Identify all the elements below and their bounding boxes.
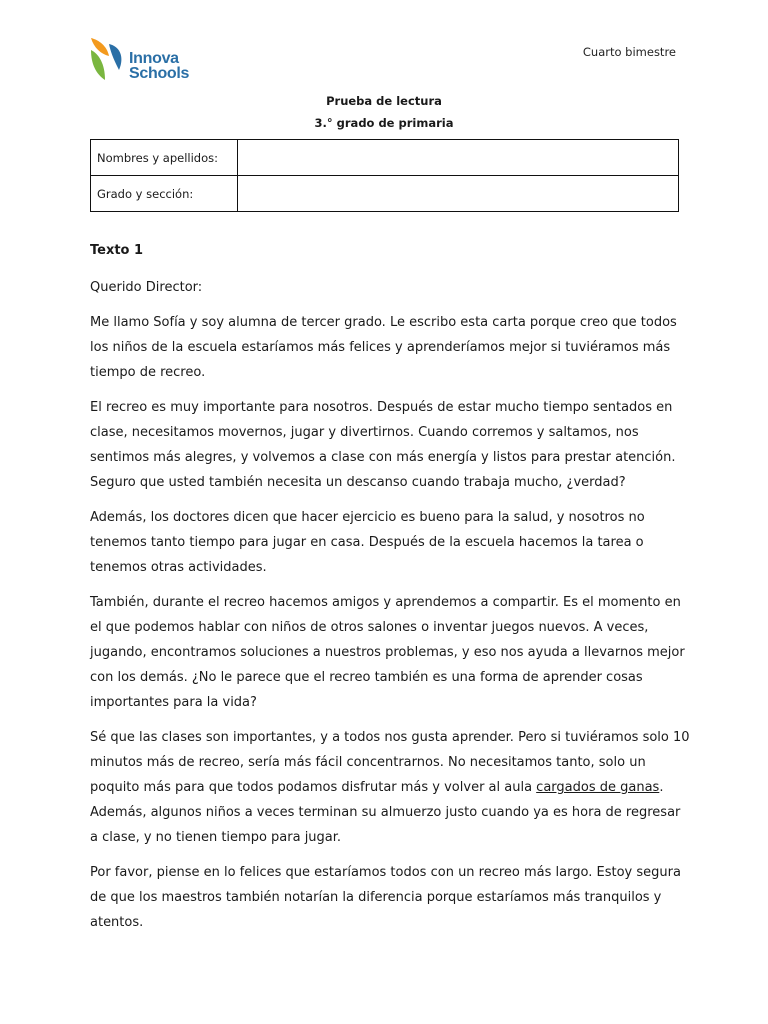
greeting: Querido Director:	[90, 280, 203, 295]
table-row	[91, 176, 679, 212]
period-label: Cuarto bimestre	[582, 45, 676, 59]
table-row	[91, 140, 679, 176]
grade-field[interactable]	[238, 176, 679, 212]
underlined-phrase: cargados de ganas	[536, 780, 660, 795]
paragraph-5-part-b: . Además, algunos niños a veces terminan su almuerzo justo cuando ya es hora de regresar a clase, y no tienen tiempo para jugar.	[90, 780, 681, 845]
paragraph-3: Además, los doctores dicen que hacer ejercicio es bueno para la salud, y nosotros no tenemos tanto tiempo para jugar en casa. Después de la escuela hacemos la tarea o tenemos otras actividades.	[90, 510, 645, 575]
reading-text	[90, 238, 690, 945]
document-subtitle: 3.° grado de primaria	[314, 116, 454, 130]
logo-text	[129, 51, 189, 81]
text-heading: Texto 1	[90, 243, 144, 258]
logo-line-1: Innova	[129, 50, 179, 67]
name-label: Nombres y apellidos:	[91, 140, 238, 176]
paragraph-6: Por favor, piense en lo felices que estaríamos todos con un recreo más largo. Estoy segura de que los maestros también notarían la diferencia porque estaríamos más tranquilos y atentos.	[90, 865, 681, 930]
paragraph-4: También, durante el recreo hacemos amigos y aprendemos a compartir. Es el momento en el que podemos hablar con niños de otros salones o inventar juegos nuevos. A veces, jugando, encontramos soluciones a nuestros problemas, y eso nos ayuda a llevarnos mejor con los demás. ¿No le parece que el recreo también es una forma de aprender cosas importantes para la vida?	[90, 595, 685, 710]
grade-label: Grado y sección:	[91, 176, 238, 212]
paragraph-2: El recreo es muy importante para nosotros. Después de estar mucho tiempo sentados en clase, necesitamos movernos, jugar y divertirnos. Cuando corremos y saltamos, nos sentimos más alegres, y volvemos a clase con más energía y listos para prestar atención. Seguro que usted también necesita un descanso cuando trabaja mucho, ¿verdad?	[90, 400, 676, 490]
name-field[interactable]	[238, 140, 679, 176]
innova-schools-logo	[89, 36, 199, 86]
paragraph-5	[90, 725, 690, 850]
student-info-table	[90, 139, 679, 212]
paragraph-1: Me llamo Sofía y soy alumna de tercer grado. Le escribo esta carta porque creo que todos los niños de la escuela estaríamos más felices y aprenderíamos mejor si tuviéramos más tiempo de recreo.	[90, 315, 677, 380]
logo-leaf-icon	[89, 36, 129, 84]
paragraph-5-part-a: Sé que las clases son importantes, y a todos nos gusta aprender. Pero si tuviéramos solo 10 minutos más de recreo, sería más fácil concentrarnos. No necesitamos tanto, solo un poquito más para que todos podamos disfrutar más y volver al aula	[90, 730, 690, 795]
logo-line-2: Schools	[129, 65, 190, 82]
document-title: Prueba de lectura	[326, 94, 442, 108]
